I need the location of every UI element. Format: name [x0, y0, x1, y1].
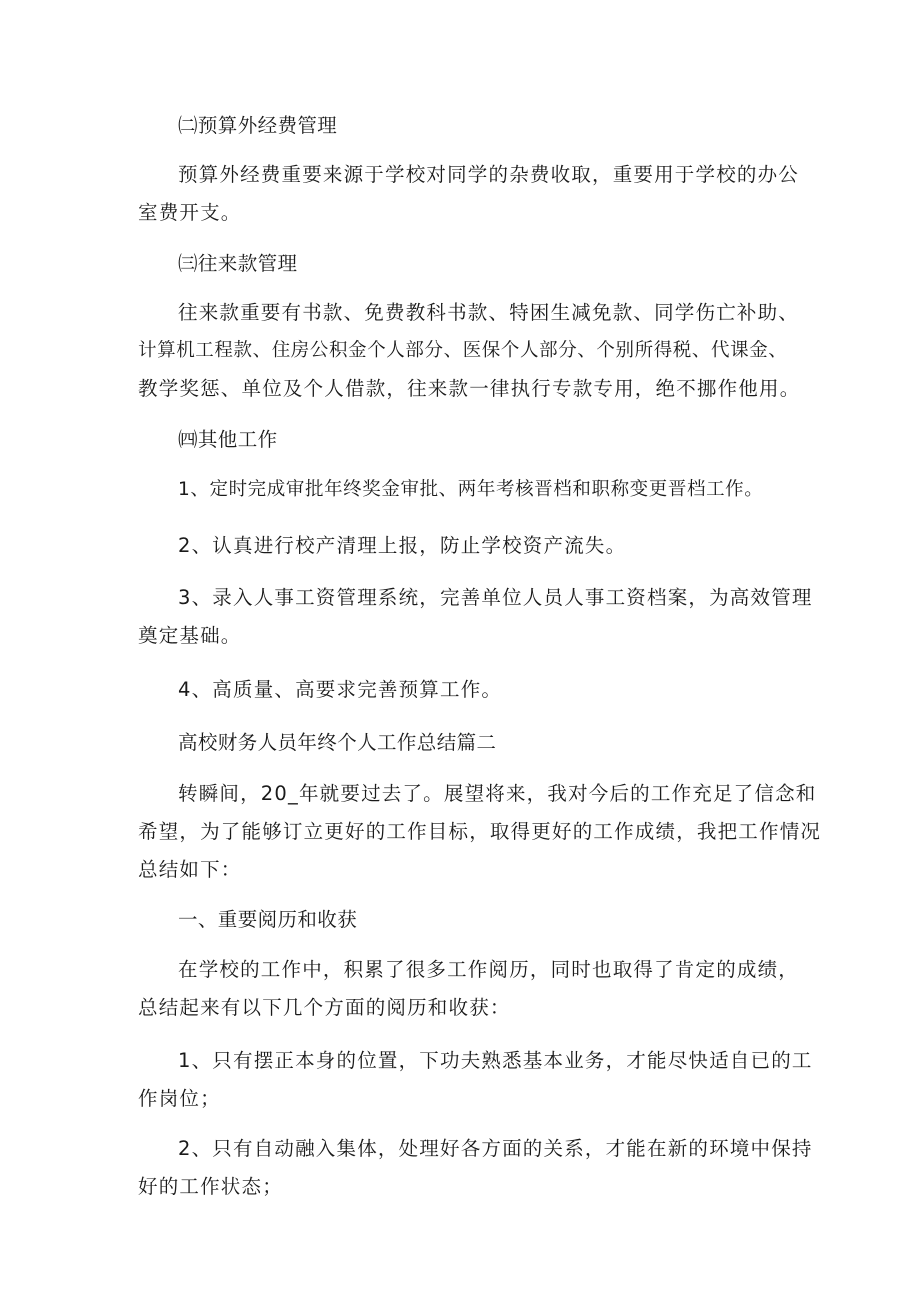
paragraph-line: 转瞬间，20_年就要过去了。展望将来，我对今后的工作充足了信念和	[178, 782, 817, 805]
list-item: 1、定时完成审批年终奖金审批、两年考核晋档和职称变更晋档工作。	[178, 479, 764, 500]
section-heading-accounts: ㈢往来款管理	[178, 252, 298, 275]
list-item: 1、只有摆正本身的位置，下功夫熟悉基本业务，才能尽快适自已的工	[178, 1049, 813, 1072]
paragraph-line: 希望，为了能够订立更好的工作目标，取得更好的工作成绩，我把工作情况	[138, 820, 822, 843]
section-heading-budget-external: ㈡预算外经费管理	[178, 114, 338, 137]
paragraph-line: 往来款重要有书款、免费教科书款、特困生减免款、同学伤亡补助、	[178, 301, 800, 324]
paragraph-line: 总结如下：	[138, 858, 242, 881]
list-item: 3、录入人事工资管理系统，完善单位人员人事工资档案，为高效管理	[178, 586, 813, 609]
paragraph-line: 计算机工程款、住房公积金个人部分、医保个人部分、个别所得税、代课金、	[138, 340, 788, 361]
list-item-continuation: 好的工作状态；	[138, 1175, 283, 1198]
paragraph-line: 教学奖惩、单位及个人借款，往来款一律执行专款专用，绝不挪作他用。	[138, 377, 801, 400]
list-item-continuation: 作岗位；	[138, 1087, 221, 1110]
paragraph-line: 室费开支。	[138, 201, 242, 224]
paragraph-line: 在学校的工作中，积累了很多工作阅历，同时也取得了肯定的成绩，	[178, 958, 800, 981]
list-item-continuation: 奠定基础。	[138, 624, 242, 647]
section-heading-experience: 一、重要阅历和收获	[178, 908, 358, 931]
list-item: 2、只有自动融入集体，处理好各方面的关系，才能在新的环境中保持	[178, 1137, 813, 1160]
article-title: 高校财务人员年终个人工作总结篇二	[178, 731, 497, 754]
paragraph-line: 总结起来有以下几个方面的阅历和收获：	[138, 996, 511, 1019]
section-heading-other: ㈣其他工作	[178, 428, 278, 451]
list-item: 4、高质量、高要求完善预算工作。	[178, 678, 503, 701]
list-item: 2、认真进行校产清理上报，防止学校资产流失。	[178, 534, 627, 557]
paragraph-line: 预算外经费重要来源于学校对同学的杂费收取，重要用于学校的办公	[178, 163, 800, 186]
